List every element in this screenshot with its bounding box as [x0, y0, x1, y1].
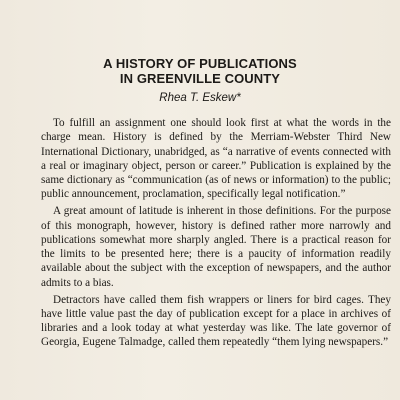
paragraph-1: To fulfill an assignment one should look first at what the words in the charge mean. History is defined by the Merriam-Webster Third New International Dictionary, unabridged, as “a narrative of events connected with a real or imaginary object, person or career.” Publication is explained by the same dictionary as “communication (as of news or information) to the public; public announcement, proclamation, specifically legal notification.”: [41, 117, 391, 201]
title-line-2: IN GREENVILLE COUNTY: [119, 71, 281, 86]
author-byline: Rhea T. Eskew*: [159, 92, 241, 104]
paragraph-3: Detractors have called them fish wrappers or liners for bird cages. They have little value past the day of publication except for a place in archives of libraries and a look today at what yesterday was like. The late governor of Georgia, Eugene Talmadge, called them repeatedly “them lying newspapers.”: [41, 293, 391, 349]
article-title: [0, 56, 400, 86]
title-line-1: A HISTORY OF PUBLICATIONS: [103, 56, 297, 71]
paragraph-2: A great amount of latitude is inherent in those definitions. For the purpose of this monograph, however, history is defined rather more narrowly and publications somewhat more sharply angled. There is a practical reason for the limits to be presented here; there is a paucity of information readily available about the subject with the exception of newspapers, and the author admits to a bias.: [41, 205, 391, 289]
article-body: [41, 116, 391, 352]
